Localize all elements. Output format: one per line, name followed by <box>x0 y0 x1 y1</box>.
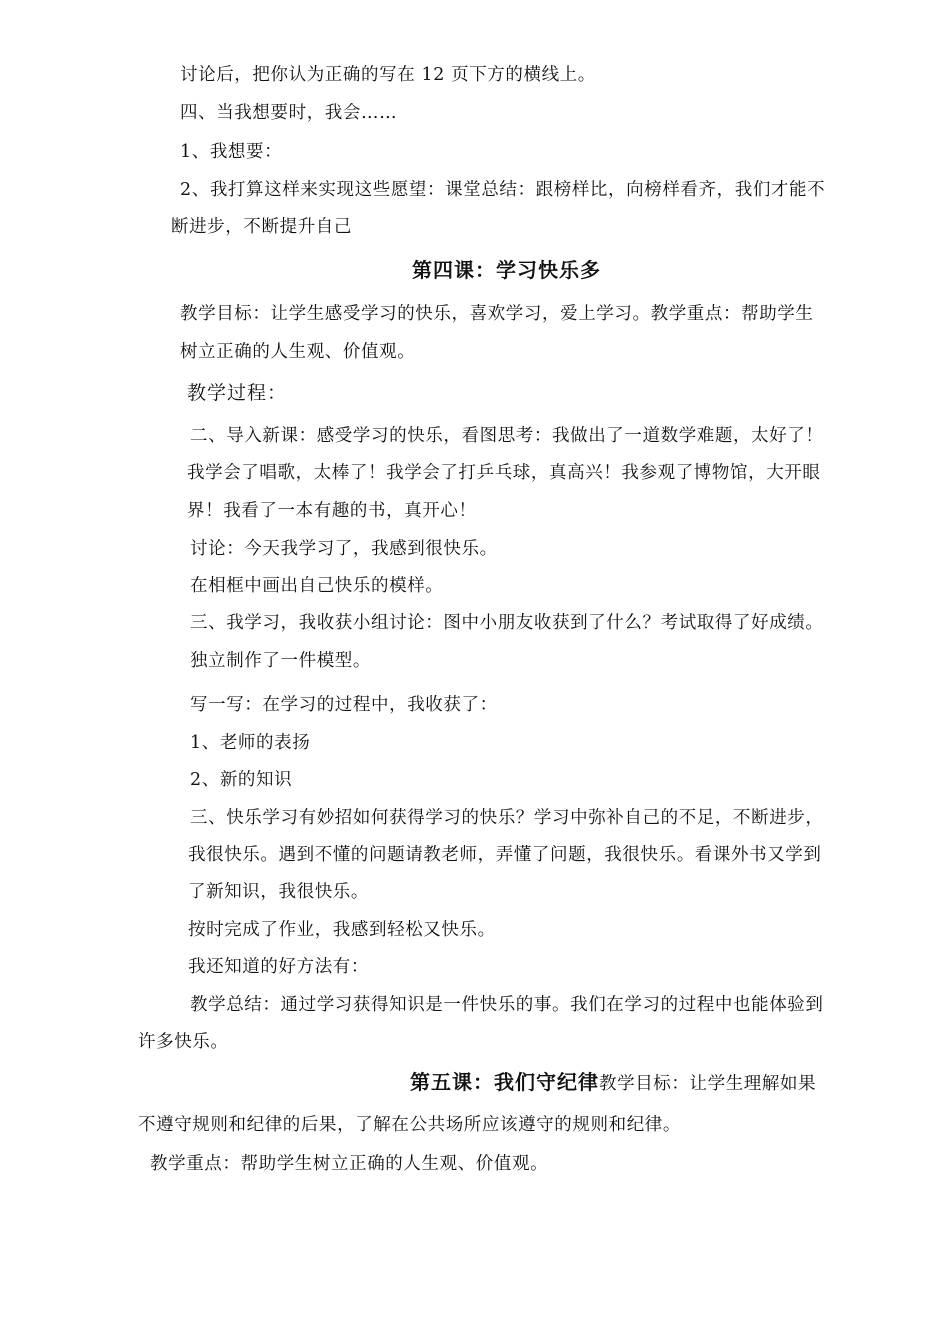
paragraph-tips-line-1: 三、快乐学习有妙招如何获得学习的快乐？学习中弥补自己的不足，不断进步， <box>190 808 824 828</box>
paragraph-tips-line-3: 了新知识，我很快乐。 <box>188 882 369 902</box>
list-item-new-knowledge: 2、新的知识 <box>190 770 293 790</box>
paragraph-summary-line-2: 许多快乐。 <box>138 1032 229 1052</box>
paragraph-lesson4-goal-line-2: 树立正确的人生观、价值观。 <box>180 342 416 362</box>
paragraph-discussion-note: 讨论后，把你认为正确的写在 12 页下方的横线上。 <box>180 65 596 85</box>
lesson-four-title: 第四课：学习快乐多 <box>412 258 601 282</box>
paragraph-lesson4-goal-line-1: 教学目标：让学生感受学习的快乐，喜欢学习，爱上学习。教学重点：帮助学生 <box>180 304 814 324</box>
paragraph-i-want: 1、我想要： <box>180 142 283 162</box>
paragraph-lesson5-focus: 教学重点：帮助学生树立正确的人生观、价值观。 <box>150 1154 549 1174</box>
paragraph-intro-line-3: 界！我看了一本有趣的书，真开心！ <box>187 501 477 521</box>
paragraph-intro-line-1: 二、导入新课：感受学习的快乐，看图思考：我做出了一道数学难题，太好了！ <box>190 426 824 446</box>
paragraph-homework: 按时完成了作业，我感到轻松又快乐。 <box>188 920 496 940</box>
paragraph-lesson5-goal-line-2: 不遵守规则和纪律的后果，了解在公共场所应该遵守的规则和纪律。 <box>138 1115 681 1135</box>
list-item-praise: 1、老师的表扬 <box>190 733 311 753</box>
paragraph-intro-line-2: 我学会了唱歌，太棒了！我学会了打乒乓球，真高兴！我参观了博物馆，大开眼 <box>187 463 821 483</box>
paragraph-write-prompt: 写一写：在学习的过程中，我收获了： <box>190 695 498 715</box>
paragraph-discussion: 讨论：今天我学习了，我感到很快乐。 <box>190 539 498 559</box>
paragraph-section-four: 四、当我想要时，我会…… <box>180 103 398 123</box>
teaching-process-title: 教学过程： <box>187 382 288 404</box>
paragraph-other-methods: 我还知道的好方法有： <box>188 957 369 977</box>
paragraph-harvest-line-2: 独立制作了一件模型。 <box>190 651 371 671</box>
paragraph-harvest-line-1: 三、我学习，我收获小组讨论：图中小朋友收获到了什么？考试取得了好成绩。 <box>190 613 824 633</box>
paragraph-summary-line-1: 教学总结：通过学习获得知识是一件快乐的事。我们在学习的过程中也能体验到 <box>190 995 824 1015</box>
lesson-five-title-line <box>410 1068 816 1098</box>
lesson-five-goal-start: 教学目标：让学生理解如果 <box>599 1074 817 1094</box>
lesson-five-title: 第五课：我们守纪律 <box>410 1070 599 1094</box>
paragraph-draw-frame: 在相框中画出自己快乐的模样。 <box>190 576 444 596</box>
paragraph-plan-line-2: 断进步，不断提升自己 <box>171 217 352 237</box>
paragraph-plan-line-1: 2、我打算这样来实现这些愿望：课堂总结：跟榜样比，向榜样看齐，我们才能不 <box>180 180 826 200</box>
paragraph-tips-line-2: 我很快乐。遇到不懂的问题请教老师，弄懂了问题，我很快乐。看课外书又学到 <box>188 845 822 865</box>
